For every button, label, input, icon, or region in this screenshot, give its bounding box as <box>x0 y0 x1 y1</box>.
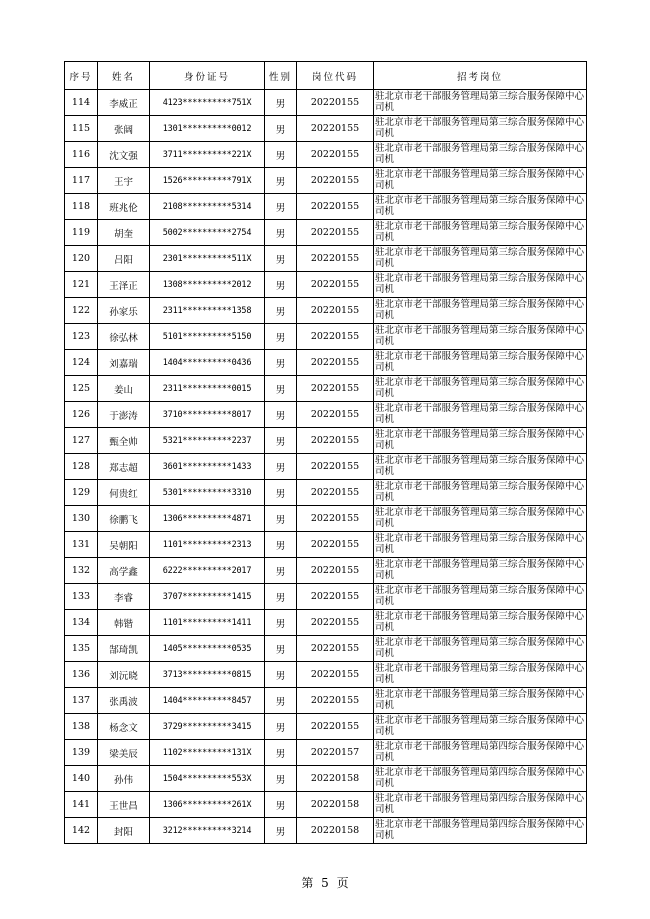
cell-gender: 男 <box>265 246 297 272</box>
table-row <box>65 818 587 844</box>
cell-id-number: 2301**********511X <box>150 246 265 272</box>
table-row <box>65 220 587 246</box>
cell-index: 120 <box>65 246 98 272</box>
cell-post-code: 20220158 <box>297 818 374 844</box>
cell-post-code: 20220155 <box>297 220 374 246</box>
table-row <box>65 246 587 272</box>
cell-id-number: 1405**********0535 <box>150 636 265 662</box>
cell-post: 驻北京市老干部服务管理局第三综合服务保障中心司机 <box>374 246 587 272</box>
header-post: 招考岗位 <box>374 62 587 90</box>
cell-name: 王宇 <box>98 168 150 194</box>
cell-index: 134 <box>65 610 98 636</box>
cell-post-code: 20220155 <box>297 246 374 272</box>
candidate-table <box>64 61 587 844</box>
cell-id-number: 4123**********751X <box>150 90 265 116</box>
cell-gender: 男 <box>265 532 297 558</box>
cell-id-number: 1101**********1411 <box>150 610 265 636</box>
cell-id-number: 1102**********131X <box>150 740 265 766</box>
table-header-row <box>65 62 587 90</box>
cell-gender: 男 <box>265 558 297 584</box>
table-row <box>65 350 587 376</box>
cell-index: 117 <box>65 168 98 194</box>
cell-post-code: 20220155 <box>297 142 374 168</box>
cell-index: 138 <box>65 714 98 740</box>
cell-name: 吕阳 <box>98 246 150 272</box>
cell-post: 驻北京市老干部服务管理局第三综合服务保障中心司机 <box>374 272 587 298</box>
cell-name: 刘嘉瑞 <box>98 350 150 376</box>
cell-index: 130 <box>65 506 98 532</box>
cell-gender: 男 <box>265 818 297 844</box>
cell-id-number: 5101**********5150 <box>150 324 265 350</box>
cell-post-code: 20220155 <box>297 558 374 584</box>
cell-post: 驻北京市老干部服务管理局第三综合服务保障中心司机 <box>374 194 587 220</box>
cell-id-number: 1404**********0436 <box>150 350 265 376</box>
cell-index: 136 <box>65 662 98 688</box>
cell-post-code: 20220155 <box>297 610 374 636</box>
cell-id-number: 1504**********553X <box>150 766 265 792</box>
table-row <box>65 532 587 558</box>
cell-name: 姜山 <box>98 376 150 402</box>
table-row <box>65 194 587 220</box>
cell-id-number: 3729**********3415 <box>150 714 265 740</box>
cell-index: 126 <box>65 402 98 428</box>
cell-name: 沈文强 <box>98 142 150 168</box>
cell-name: 韩锴 <box>98 610 150 636</box>
cell-post-code: 20220155 <box>297 454 374 480</box>
cell-post-code: 20220155 <box>297 480 374 506</box>
cell-gender: 男 <box>265 454 297 480</box>
cell-post-code: 20220155 <box>297 324 374 350</box>
cell-index: 121 <box>65 272 98 298</box>
cell-post-code: 20220155 <box>297 714 374 740</box>
cell-id-number: 6222**********2017 <box>150 558 265 584</box>
page-number <box>0 874 650 891</box>
table-row <box>65 90 587 116</box>
header-post-code: 岗位代码 <box>297 62 374 90</box>
cell-id-number: 3212**********3214 <box>150 818 265 844</box>
table-row <box>65 610 587 636</box>
cell-post: 驻北京市老干部服务管理局第三综合服务保障中心司机 <box>374 714 587 740</box>
cell-post: 驻北京市老干部服务管理局第四综合服务保障中心司机 <box>374 766 587 792</box>
cell-name: 李威正 <box>98 90 150 116</box>
cell-post-code: 20220157 <box>297 740 374 766</box>
table-row <box>65 688 587 714</box>
table-row <box>65 714 587 740</box>
table-body <box>65 90 587 844</box>
cell-name: 高学鑫 <box>98 558 150 584</box>
cell-post-code: 20220155 <box>297 350 374 376</box>
cell-post: 驻北京市老干部服务管理局第三综合服务保障中心司机 <box>374 584 587 610</box>
cell-post: 驻北京市老干部服务管理局第三综合服务保障中心司机 <box>374 506 587 532</box>
cell-id-number: 3711**********221X <box>150 142 265 168</box>
cell-post: 驻北京市老干部服务管理局第三综合服务保障中心司机 <box>374 298 587 324</box>
cell-index: 125 <box>65 376 98 402</box>
cell-index: 137 <box>65 688 98 714</box>
cell-name: 胡奎 <box>98 220 150 246</box>
page-number-suffix: 页 <box>336 876 349 890</box>
header-gender: 性别 <box>265 62 297 90</box>
cell-id-number: 5301**********3310 <box>150 480 265 506</box>
table-row <box>65 142 587 168</box>
cell-post: 驻北京市老干部服务管理局第三综合服务保障中心司机 <box>374 350 587 376</box>
cell-id-number: 3601**********1433 <box>150 454 265 480</box>
cell-index: 132 <box>65 558 98 584</box>
cell-id-number: 1526**********791X <box>150 168 265 194</box>
cell-id-number: 2311**********1358 <box>150 298 265 324</box>
cell-id-number: 1308**********2012 <box>150 272 265 298</box>
cell-name: 封阳 <box>98 818 150 844</box>
cell-gender: 男 <box>265 272 297 298</box>
cell-id-number: 3710**********8017 <box>150 402 265 428</box>
cell-gender: 男 <box>265 636 297 662</box>
cell-post-code: 20220155 <box>297 636 374 662</box>
cell-post-code: 20220155 <box>297 662 374 688</box>
cell-id-number: 5002**********2754 <box>150 220 265 246</box>
cell-index: 129 <box>65 480 98 506</box>
candidate-table-container <box>64 61 586 844</box>
cell-id-number: 5321**********2237 <box>150 428 265 454</box>
cell-gender: 男 <box>265 116 297 142</box>
cell-gender: 男 <box>265 90 297 116</box>
header-index: 序号 <box>65 62 98 90</box>
cell-post-code: 20220155 <box>297 168 374 194</box>
cell-gender: 男 <box>265 766 297 792</box>
cell-post: 驻北京市老干部服务管理局第三综合服务保障中心司机 <box>374 480 587 506</box>
cell-post: 驻北京市老干部服务管理局第三综合服务保障中心司机 <box>374 610 587 636</box>
cell-index: 123 <box>65 324 98 350</box>
cell-id-number: 3713**********0815 <box>150 662 265 688</box>
table-row <box>65 662 587 688</box>
cell-id-number: 3707**********1415 <box>150 584 265 610</box>
table-row <box>65 116 587 142</box>
cell-index: 116 <box>65 142 98 168</box>
cell-id-number: 1301**********0012 <box>150 116 265 142</box>
cell-name: 徐鹏飞 <box>98 506 150 532</box>
cell-name: 孙家乐 <box>98 298 150 324</box>
table-row <box>65 272 587 298</box>
cell-id-number: 1306**********261X <box>150 792 265 818</box>
cell-id-number: 2108**********5314 <box>150 194 265 220</box>
cell-post-code: 20220158 <box>297 766 374 792</box>
cell-name: 甄全帅 <box>98 428 150 454</box>
cell-gender: 男 <box>265 324 297 350</box>
cell-post: 驻北京市老干部服务管理局第三综合服务保障中心司机 <box>374 532 587 558</box>
table-row <box>65 428 587 454</box>
cell-index: 124 <box>65 350 98 376</box>
cell-post-code: 20220155 <box>297 584 374 610</box>
cell-gender: 男 <box>265 714 297 740</box>
cell-post-code: 20220155 <box>297 298 374 324</box>
cell-post: 驻北京市老干部服务管理局第三综合服务保障中心司机 <box>374 220 587 246</box>
cell-post-code: 20220155 <box>297 688 374 714</box>
cell-post: 驻北京市老干部服务管理局第三综合服务保障中心司机 <box>374 454 587 480</box>
cell-gender: 男 <box>265 168 297 194</box>
cell-gender: 男 <box>265 584 297 610</box>
cell-post: 驻北京市老干部服务管理局第四综合服务保障中心司机 <box>374 818 587 844</box>
cell-gender: 男 <box>265 220 297 246</box>
cell-post-code: 20220155 <box>297 116 374 142</box>
cell-id-number: 2311**********0015 <box>150 376 265 402</box>
cell-gender: 男 <box>265 402 297 428</box>
cell-post: 驻北京市老干部服务管理局第三综合服务保障中心司机 <box>374 168 587 194</box>
cell-index: 115 <box>65 116 98 142</box>
cell-index: 133 <box>65 584 98 610</box>
table-row <box>65 740 587 766</box>
cell-gender: 男 <box>265 740 297 766</box>
cell-post-code: 20220155 <box>297 428 374 454</box>
table-row <box>65 584 587 610</box>
cell-index: 114 <box>65 90 98 116</box>
cell-name: 郜琦凯 <box>98 636 150 662</box>
cell-index: 127 <box>65 428 98 454</box>
cell-gender: 男 <box>265 376 297 402</box>
cell-post: 驻北京市老干部服务管理局第三综合服务保障中心司机 <box>374 558 587 584</box>
table-row <box>65 168 587 194</box>
cell-post: 驻北京市老干部服务管理局第三综合服务保障中心司机 <box>374 142 587 168</box>
cell-gender: 男 <box>265 142 297 168</box>
cell-name: 吴朝阳 <box>98 532 150 558</box>
table-row <box>65 402 587 428</box>
cell-id-number: 1101**********2313 <box>150 532 265 558</box>
cell-post: 驻北京市老干部服务管理局第三综合服务保障中心司机 <box>374 324 587 350</box>
cell-gender: 男 <box>265 662 297 688</box>
header-name: 姓名 <box>98 62 150 90</box>
cell-gender: 男 <box>265 480 297 506</box>
table-row <box>65 376 587 402</box>
table-row <box>65 298 587 324</box>
cell-gender: 男 <box>265 194 297 220</box>
cell-post-code: 20220155 <box>297 532 374 558</box>
cell-post: 驻北京市老干部服务管理局第三综合服务保障中心司机 <box>374 116 587 142</box>
cell-post: 驻北京市老干部服务管理局第三综合服务保障中心司机 <box>374 376 587 402</box>
cell-post: 驻北京市老干部服务管理局第三综合服务保障中心司机 <box>374 90 587 116</box>
cell-name: 李睿 <box>98 584 150 610</box>
cell-id-number: 1404**********8457 <box>150 688 265 714</box>
cell-gender: 男 <box>265 610 297 636</box>
cell-index: 118 <box>65 194 98 220</box>
cell-post: 驻北京市老干部服务管理局第三综合服务保障中心司机 <box>374 688 587 714</box>
page-number-prefix: 第 <box>301 876 314 890</box>
table-row <box>65 792 587 818</box>
cell-name: 梁美辰 <box>98 740 150 766</box>
cell-post: 驻北京市老干部服务管理局第四综合服务保障中心司机 <box>374 792 587 818</box>
cell-gender: 男 <box>265 688 297 714</box>
cell-post: 驻北京市老干部服务管理局第三综合服务保障中心司机 <box>374 402 587 428</box>
cell-gender: 男 <box>265 506 297 532</box>
cell-gender: 男 <box>265 350 297 376</box>
table-row <box>65 480 587 506</box>
cell-id-number: 1306**********4871 <box>150 506 265 532</box>
table-row <box>65 454 587 480</box>
cell-index: 119 <box>65 220 98 246</box>
cell-gender: 男 <box>265 298 297 324</box>
cell-name: 刘沅晓 <box>98 662 150 688</box>
cell-gender: 男 <box>265 428 297 454</box>
table-row <box>65 324 587 350</box>
page-number-value: 5 <box>321 876 329 890</box>
cell-name: 孙伟 <box>98 766 150 792</box>
cell-index: 141 <box>65 792 98 818</box>
cell-post-code: 20220155 <box>297 402 374 428</box>
cell-name: 王泽正 <box>98 272 150 298</box>
cell-post: 驻北京市老干部服务管理局第四综合服务保障中心司机 <box>374 740 587 766</box>
cell-index: 122 <box>65 298 98 324</box>
cell-post: 驻北京市老干部服务管理局第三综合服务保障中心司机 <box>374 636 587 662</box>
cell-name: 张阔 <box>98 116 150 142</box>
cell-name: 班兆伦 <box>98 194 150 220</box>
table-row <box>65 636 587 662</box>
cell-index: 131 <box>65 532 98 558</box>
cell-index: 139 <box>65 740 98 766</box>
cell-name: 于澎涛 <box>98 402 150 428</box>
cell-name: 郑志超 <box>98 454 150 480</box>
cell-name: 何贵红 <box>98 480 150 506</box>
cell-index: 128 <box>65 454 98 480</box>
cell-index: 142 <box>65 818 98 844</box>
cell-name: 杨念文 <box>98 714 150 740</box>
cell-post: 驻北京市老干部服务管理局第三综合服务保障中心司机 <box>374 662 587 688</box>
cell-post-code: 20220155 <box>297 194 374 220</box>
table-row <box>65 766 587 792</box>
cell-name: 张禹波 <box>98 688 150 714</box>
cell-index: 135 <box>65 636 98 662</box>
cell-post-code: 20220155 <box>297 272 374 298</box>
cell-post-code: 20220155 <box>297 506 374 532</box>
cell-name: 徐弘林 <box>98 324 150 350</box>
cell-post: 驻北京市老干部服务管理局第三综合服务保障中心司机 <box>374 428 587 454</box>
cell-gender: 男 <box>265 792 297 818</box>
cell-name: 王世昌 <box>98 792 150 818</box>
cell-post-code: 20220155 <box>297 90 374 116</box>
table-row <box>65 506 587 532</box>
header-id-number: 身份证号 <box>150 62 265 90</box>
cell-post-code: 20220155 <box>297 376 374 402</box>
cell-post-code: 20220158 <box>297 792 374 818</box>
cell-index: 140 <box>65 766 98 792</box>
table-row <box>65 558 587 584</box>
